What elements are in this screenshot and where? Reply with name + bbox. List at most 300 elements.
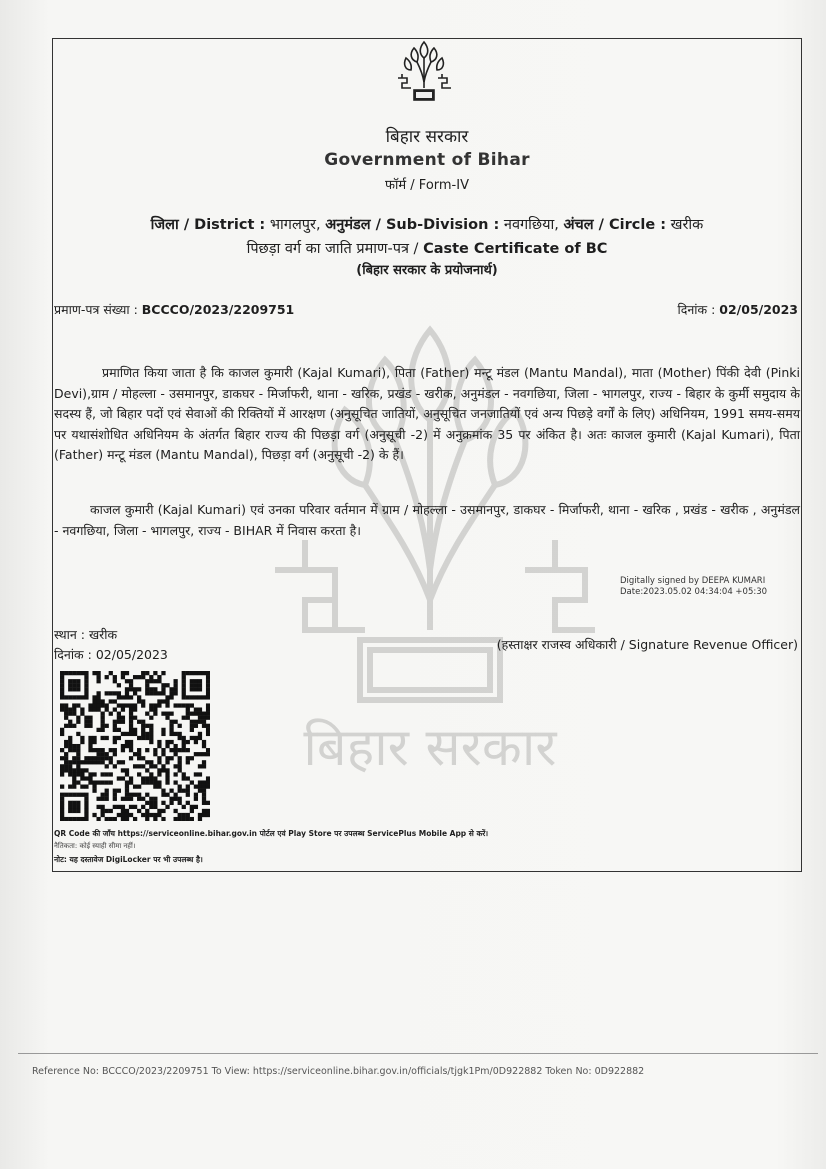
- qr-module: [96, 675, 100, 679]
- qr-code-icon: [60, 671, 210, 821]
- qr-module: [88, 756, 92, 760]
- qr-module: [105, 736, 109, 740]
- cert-no-value: BCCCO/2023/2209751: [141, 302, 295, 317]
- qr-module: [194, 707, 198, 711]
- qr-module: [145, 724, 149, 728]
- qr-module: [186, 712, 190, 716]
- place-label: स्थान :: [54, 627, 85, 642]
- qr-module: [92, 695, 96, 699]
- qr-module: [113, 736, 117, 740]
- qr-module: [68, 748, 72, 752]
- qr-module: [202, 720, 206, 724]
- qr-module: [96, 760, 100, 764]
- qr-module: [121, 813, 125, 817]
- qr-module: [60, 671, 64, 675]
- qr-module: [64, 756, 68, 760]
- qr-module: [145, 691, 149, 695]
- qr-module: [161, 728, 165, 732]
- qr-module: [129, 724, 133, 728]
- qr-module: [76, 687, 80, 691]
- qr-module: [121, 760, 125, 764]
- qr-module: [113, 720, 117, 724]
- qr-module: [96, 797, 100, 801]
- qr-module: [165, 756, 169, 760]
- qr-module: [92, 707, 96, 711]
- qr-module: [182, 817, 186, 821]
- qr-module: [186, 813, 190, 817]
- qr-module: [84, 801, 88, 805]
- qr-module: [194, 671, 198, 675]
- qr-module: [182, 813, 186, 817]
- qr-module: [129, 683, 133, 687]
- qr-module: [129, 797, 133, 801]
- qr-module: [117, 683, 121, 687]
- qr-module: [149, 687, 153, 691]
- qr-module: [182, 805, 186, 809]
- qr-module: [101, 736, 105, 740]
- qr-module: [60, 809, 64, 813]
- qr-module: [198, 780, 202, 784]
- qr-module: [174, 679, 178, 683]
- qr-module: [113, 699, 117, 703]
- qr-module: [186, 707, 190, 711]
- qr-module: [121, 671, 125, 675]
- qr-module: [153, 748, 157, 752]
- qr-module: [198, 732, 202, 736]
- qr-module: [182, 716, 186, 720]
- qr-module: [60, 703, 64, 707]
- qr-module: [121, 776, 125, 780]
- qr-module: [96, 756, 100, 760]
- qr-module: [165, 712, 169, 716]
- qr-module: [125, 732, 129, 736]
- qr-module: [113, 789, 117, 793]
- qr-module: [149, 797, 153, 801]
- qr-module: [96, 780, 100, 784]
- qr-module: [64, 724, 68, 728]
- qr-module: [206, 703, 210, 707]
- qr-module: [133, 764, 137, 768]
- qr-module: [153, 813, 157, 817]
- certificate-number: [54, 301, 294, 318]
- qr-module: [161, 817, 165, 821]
- qr-module: [178, 760, 182, 764]
- qr-module: [109, 691, 113, 695]
- qr-module: [76, 695, 80, 699]
- qr-module: [80, 671, 84, 675]
- qr-module: [101, 756, 105, 760]
- qr-module: [202, 813, 206, 817]
- qr-module: [96, 679, 100, 683]
- qr-module: [169, 732, 173, 736]
- qr-module: [133, 716, 137, 720]
- qr-module: [113, 679, 117, 683]
- qr-module: [190, 756, 194, 760]
- qr-module: [137, 748, 141, 752]
- qr-module: [153, 752, 157, 756]
- qr-module: [68, 695, 72, 699]
- qr-module: [125, 691, 129, 695]
- qr-module: [92, 813, 96, 817]
- qr-module: [153, 671, 157, 675]
- qr-module: [109, 712, 113, 716]
- qr-module: [117, 736, 121, 740]
- qr-module: [129, 695, 133, 699]
- qr-module: [121, 817, 125, 821]
- qr-module: [64, 712, 68, 716]
- qr-module: [194, 752, 198, 756]
- qr-module: [198, 785, 202, 789]
- qr-module: [96, 671, 100, 675]
- qr-module: [125, 809, 129, 813]
- hindi-title: बिहार सरकार: [385, 127, 469, 147]
- qr-module: [129, 805, 133, 809]
- qr-module: [105, 764, 109, 768]
- qr-module: [202, 716, 206, 720]
- qr-module: [80, 736, 84, 740]
- qr-module: [96, 695, 100, 699]
- qr-module: [101, 813, 105, 817]
- qr-module: [190, 703, 194, 707]
- qr-module: [149, 780, 153, 784]
- qr-module: [80, 695, 84, 699]
- qr-module: [117, 760, 121, 764]
- qr-module: [64, 764, 68, 768]
- place-date-value: 02/05/2023: [95, 647, 168, 662]
- qr-verification-note: QR Code की जाँच https://serviceonline.bihar.gov.in पोर्टल एवं Play Store पर उपलब्ध ServicePlus Mobile App से करें।: [54, 829, 489, 838]
- qr-module: [161, 789, 165, 793]
- qr-module: [137, 785, 141, 789]
- qr-module: [105, 793, 109, 797]
- qr-module: [129, 703, 133, 707]
- qr-module: [153, 801, 157, 805]
- qr-module: [174, 793, 178, 797]
- qr-module: [137, 736, 141, 740]
- qr-module: [60, 764, 64, 768]
- qr-module: [145, 683, 149, 687]
- qr-module: [174, 691, 178, 695]
- qr-module: [121, 720, 125, 724]
- qr-module: [165, 744, 169, 748]
- qr-module: [121, 809, 125, 813]
- qr-module: [202, 752, 206, 756]
- qr-module: [206, 809, 210, 813]
- qr-module: [105, 691, 109, 695]
- qr-module: [129, 707, 133, 711]
- qr-module: [113, 752, 117, 756]
- bihar-emblem-icon: [392, 40, 456, 104]
- qr-module: [165, 703, 169, 707]
- qr-module: [60, 748, 64, 752]
- qr-module: [186, 801, 190, 805]
- qr-module: [153, 691, 157, 695]
- qr-module: [157, 785, 161, 789]
- qr-module: [202, 785, 206, 789]
- qr-module: [72, 712, 76, 716]
- qr-module: [101, 720, 105, 724]
- qr-module: [194, 683, 198, 687]
- qr-module: [174, 703, 178, 707]
- qr-module: [194, 679, 198, 683]
- qr-module: [60, 732, 64, 736]
- form-number: फॉर्म / Form-IV: [385, 178, 469, 193]
- qr-module: [72, 785, 76, 789]
- qr-module: [153, 703, 157, 707]
- qr-module: [113, 675, 117, 679]
- qr-module: [202, 801, 206, 805]
- qr-module: [60, 756, 64, 760]
- qr-module: [72, 801, 76, 805]
- qr-module: [72, 817, 76, 821]
- qr-module: [186, 785, 190, 789]
- qr-module: [182, 687, 186, 691]
- qr-module: [76, 760, 80, 764]
- qr-module: [129, 716, 133, 720]
- qr-module: [178, 748, 182, 752]
- qr-module: [178, 801, 182, 805]
- qr-module: [88, 736, 92, 740]
- qr-module: [182, 789, 186, 793]
- qr-module: [64, 716, 68, 720]
- qr-module: [161, 687, 165, 691]
- qr-module: [129, 728, 133, 732]
- qr-module: [206, 675, 210, 679]
- qr-module: [84, 809, 88, 813]
- qr-module: [141, 776, 145, 780]
- cert-no-label: प्रमाण-पत्र संख्या :: [54, 302, 138, 317]
- qr-module: [174, 752, 178, 756]
- qr-module: [186, 671, 190, 675]
- qr-module: [194, 785, 198, 789]
- qr-module: [153, 776, 157, 780]
- qr-module: [202, 780, 206, 784]
- qr-module: [198, 716, 202, 720]
- qr-module: [174, 772, 178, 776]
- qr-module: [169, 691, 173, 695]
- qr-module: [178, 797, 182, 801]
- qr-module: [129, 813, 133, 817]
- qr-module: [165, 805, 169, 809]
- qr-module: [178, 817, 182, 821]
- qr-module: [64, 703, 68, 707]
- qr-module: [68, 801, 72, 805]
- qr-module: [76, 772, 80, 776]
- qr-module: [72, 707, 76, 711]
- qr-module: [178, 724, 182, 728]
- qr-module: [153, 785, 157, 789]
- qr-module: [141, 797, 145, 801]
- qr-module: [174, 687, 178, 691]
- qr-module: [88, 744, 92, 748]
- qr-module: [174, 744, 178, 748]
- qr-module: [68, 720, 72, 724]
- qr-module: [117, 805, 121, 809]
- qr-module: [149, 675, 153, 679]
- certificate-date: [677, 301, 798, 318]
- qr-module: [165, 740, 169, 744]
- qr-module: [84, 720, 88, 724]
- district-line: जिला / District : भागलपुर, अनुमंडल / Sub-Division : नवगछिया, अंचल / Circle : खरीक: [150, 217, 704, 233]
- qr-module: [169, 756, 173, 760]
- qr-module: [169, 695, 173, 699]
- qr-module: [64, 817, 68, 821]
- qr-module: [186, 740, 190, 744]
- qr-module: [76, 801, 80, 805]
- cert-title-hindi: पिछड़ा वर्ग का जाति प्रमाण-पत्र /: [246, 241, 419, 257]
- qr-module: [202, 671, 206, 675]
- qr-module: [125, 785, 129, 789]
- digital-signature-date: Date:2023.05.02 04:34:04 +05:30: [620, 587, 768, 597]
- qr-module: [149, 760, 153, 764]
- qr-module: [84, 683, 88, 687]
- qr-module: [202, 789, 206, 793]
- qr-module: [133, 675, 137, 679]
- qr-module: [101, 760, 105, 764]
- qr-module: [84, 805, 88, 809]
- qr-module: [125, 780, 129, 784]
- qr-module: [186, 756, 190, 760]
- qr-module: [206, 687, 210, 691]
- qr-module: [161, 671, 165, 675]
- qr-module: [157, 703, 161, 707]
- qr-module: [149, 703, 153, 707]
- qr-module: [105, 780, 109, 784]
- qr-module: [72, 768, 76, 772]
- qr-module: [198, 789, 202, 793]
- qr-module: [194, 736, 198, 740]
- qr-module: [125, 703, 129, 707]
- qr-module: [133, 707, 137, 711]
- qr-module: [129, 780, 133, 784]
- qr-module: [125, 797, 129, 801]
- qr-module: [68, 687, 72, 691]
- qr-module: [68, 736, 72, 740]
- qr-module: [182, 691, 186, 695]
- qr-module: [113, 764, 117, 768]
- qr-module: [190, 805, 194, 809]
- qr-module: [105, 809, 109, 813]
- qr-module: [206, 683, 210, 687]
- qr-module: [198, 707, 202, 711]
- qr-module: [165, 793, 169, 797]
- qr-module: [109, 809, 113, 813]
- qr-module: [202, 724, 206, 728]
- qr-module: [206, 724, 210, 728]
- qr-module: [194, 772, 198, 776]
- qr-module: [137, 687, 141, 691]
- qr-module: [129, 679, 133, 683]
- qr-module: [80, 772, 84, 776]
- qr-module: [149, 732, 153, 736]
- qr-module: [60, 805, 64, 809]
- qr-module: [121, 805, 125, 809]
- qr-module: [68, 679, 72, 683]
- qr-module: [88, 740, 92, 744]
- qr-module: [84, 756, 88, 760]
- qr-module: [92, 780, 96, 784]
- qr-module: [190, 809, 194, 813]
- qr-module: [157, 809, 161, 813]
- qr-module: [72, 679, 76, 683]
- qr-module: [174, 797, 178, 801]
- qr-module: [149, 776, 153, 780]
- qr-module: [186, 695, 190, 699]
- qr-module: [125, 744, 129, 748]
- qr-module: [141, 736, 145, 740]
- qr-module: [141, 703, 145, 707]
- qr-module: [88, 716, 92, 720]
- qr-module: [174, 732, 178, 736]
- qr-module: [149, 772, 153, 776]
- qr-module: [174, 720, 178, 724]
- qr-module: [169, 797, 173, 801]
- qr-module: [165, 776, 169, 780]
- qr-module: [198, 687, 202, 691]
- qr-module: [92, 736, 96, 740]
- qr-module: [72, 772, 76, 776]
- qr-module: [92, 789, 96, 793]
- qr-module: [88, 720, 92, 724]
- qr-module: [92, 756, 96, 760]
- qr-module: [182, 683, 186, 687]
- qr-module: [178, 813, 182, 817]
- qr-module: [84, 785, 88, 789]
- qr-module: [113, 793, 117, 797]
- qr-module: [137, 793, 141, 797]
- qr-module: [145, 780, 149, 784]
- qr-module: [88, 724, 92, 728]
- qr-module: [92, 740, 96, 744]
- qr-module: [202, 740, 206, 744]
- qr-module: [182, 740, 186, 744]
- qr-module: [190, 712, 194, 716]
- qr-module: [88, 748, 92, 752]
- qr-module: [190, 736, 194, 740]
- qr-module: [113, 797, 117, 801]
- qr-module: [60, 687, 64, 691]
- qr-module: [117, 703, 121, 707]
- qr-module: [198, 764, 202, 768]
- place-line: [54, 626, 117, 643]
- digital-signature-name: Digitally signed by DEEPA KUMARI: [620, 576, 766, 586]
- qr-module: [169, 720, 173, 724]
- qr-module: [101, 748, 105, 752]
- qr-module: [88, 780, 92, 784]
- qr-module: [137, 699, 141, 703]
- qr-module: [178, 703, 182, 707]
- qr-module: [178, 732, 182, 736]
- qr-module: [137, 809, 141, 813]
- qr-module: [161, 752, 165, 756]
- qr-module: [198, 772, 202, 776]
- qr-module: [157, 691, 161, 695]
- qr-module: [72, 748, 76, 752]
- qr-module: [105, 772, 109, 776]
- qr-module: [153, 805, 157, 809]
- qr-module: [198, 679, 202, 683]
- qr-module: [178, 756, 182, 760]
- qr-module: [206, 695, 210, 699]
- qr-module: [186, 793, 190, 797]
- qr-module: [137, 675, 141, 679]
- qr-module: [145, 736, 149, 740]
- qr-module: [129, 712, 133, 716]
- qr-module: [182, 671, 186, 675]
- cert-date-value: 02/05/2023: [719, 302, 798, 317]
- qr-module: [182, 736, 186, 740]
- footer-divider: [18, 1053, 818, 1054]
- qr-module: [80, 760, 84, 764]
